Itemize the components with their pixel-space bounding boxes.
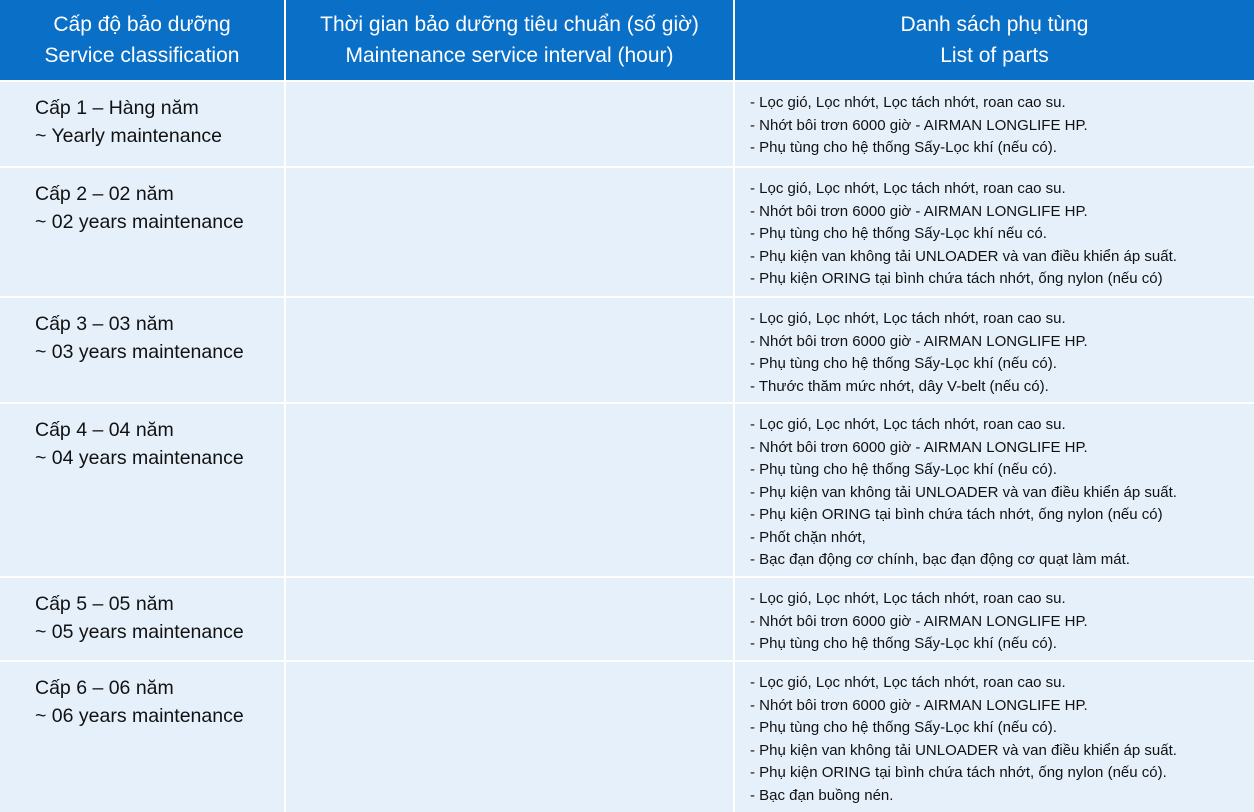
part-item: - Phụ tùng cho hệ thống Sấy-Lọc khí (nếu có). [750, 719, 1057, 736]
classification-line: Cấp 6 – 06 năm [35, 677, 174, 699]
part-item: - Phụ kiện ORING tại bình chứa tách nhớt, ống nylon (nếu có) [750, 270, 1163, 287]
service-classification-cell [0, 298, 284, 402]
part-item: - Phụ kiện van không tải UNLOADER và van điều khiển áp suất. [750, 247, 1177, 265]
part-item: - Lọc gió, Lọc nhớt, Lọc tách nhớt, roan cao su. [750, 180, 1066, 197]
part-item: - Phụ kiện ORING tại bình chứa tách nhớt, ống nylon (nếu có). [750, 764, 1167, 781]
classification-line: Cấp 2 – 02 năm [35, 183, 174, 205]
service-classification-cell [0, 404, 284, 576]
maintenance-interval-cell [286, 298, 733, 402]
maintenance-interval-cell [286, 404, 733, 576]
parts-list-cell [735, 578, 1254, 660]
part-item: - Thước thăm mức nhớt, dây V-belt (nếu có). [750, 377, 1049, 395]
parts-list-cell [735, 168, 1254, 296]
part-item: - Phụ tùng cho hệ thống Sấy-Lọc khí (nếu có). [750, 461, 1057, 478]
parts-list-cell [735, 298, 1254, 402]
classification-line: ~ 04 years maintenance [35, 447, 244, 469]
part-item: - Phốt chặn nhớt, [750, 528, 866, 546]
part-item: - Nhớt bôi trơn 6000 giờ - AIRMAN LONGLIFE HP. [750, 332, 1088, 350]
part-item: - Bạc đạn buồng nén. [750, 786, 894, 804]
part-item: - Phụ tùng cho hệ thống Sấy-Lọc khí (nếu có). [750, 139, 1057, 156]
classification-line: ~ 02 years maintenance [35, 211, 244, 233]
header-line: Cấp độ bảo dưỡng [53, 13, 231, 36]
part-item: - Nhớt bôi trơn 6000 giờ - AIRMAN LONGLIFE HP. [750, 438, 1088, 456]
header-line: Maintenance service interval (hour) [345, 44, 674, 67]
classification-line: Cấp 5 – 05 năm [35, 593, 174, 615]
part-item: - Lọc gió, Lọc nhớt, Lọc tách nhớt, roan cao su. [750, 416, 1066, 433]
part-item: - Nhớt bôi trơn 6000 giờ - AIRMAN LONGLIFE HP. [750, 696, 1088, 714]
parts-list-cell [735, 82, 1254, 166]
service-classification-cell [0, 578, 284, 660]
header-line: Danh sách phụ tùng [900, 13, 1089, 36]
header-maintenance-interval [286, 0, 733, 80]
classification-line: ~ 05 years maintenance [35, 621, 244, 643]
classification-line: ~ 03 years maintenance [35, 341, 244, 363]
maintenance-interval-cell [286, 578, 733, 660]
classification-line: Cấp 3 – 03 năm [35, 313, 174, 335]
parts-list-cell [735, 404, 1254, 576]
part-item: - Lọc gió, Lọc nhớt, Lọc tách nhớt, roan cao su. [750, 94, 1066, 111]
header-list-of-parts [735, 0, 1254, 80]
header-service-classification [0, 0, 284, 80]
part-item: - Lọc gió, Lọc nhớt, Lọc tách nhớt, roan cao su. [750, 310, 1066, 327]
part-item: - Phụ tùng cho hệ thống Sấy-Lọc khí (nếu có). [750, 635, 1057, 652]
service-classification-cell [0, 662, 284, 812]
classification-line: Cấp 1 – Hàng năm [35, 97, 199, 119]
part-item: - Nhớt bôi trơn 6000 giờ - AIRMAN LONGLIFE HP. [750, 612, 1088, 630]
part-item: - Phụ kiện van không tải UNLOADER và van điều khiển áp suất. [750, 483, 1177, 501]
classification-line: ~ 06 years maintenance [35, 705, 244, 727]
maintenance-interval-cell [286, 168, 733, 296]
parts-list-cell [735, 662, 1254, 812]
classification-line: Cấp 4 – 04 năm [35, 419, 174, 441]
part-item: - Phụ kiện ORING tại bình chứa tách nhớt, ống nylon (nếu có) [750, 506, 1163, 523]
part-item: - Bạc đạn động cơ chính, bạc đạn động cơ quạt làm mát. [750, 551, 1130, 568]
part-item: - Nhớt bôi trơn 6000 giờ - AIRMAN LONGLIFE HP. [750, 202, 1088, 220]
part-item: - Lọc gió, Lọc nhớt, Lọc tách nhớt, roan cao su. [750, 674, 1066, 691]
header-line: Thời gian bảo dưỡng tiêu chuẩn (số giờ) [320, 13, 699, 36]
part-item: - Lọc gió, Lọc nhớt, Lọc tách nhớt, roan cao su. [750, 590, 1066, 607]
maintenance-interval-cell [286, 82, 733, 166]
header-line: Service classification [44, 44, 240, 67]
classification-line: ~ Yearly maintenance [35, 125, 223, 147]
part-item: - Phụ tùng cho hệ thống Sấy-Lọc khí nếu có. [750, 225, 1047, 242]
part-item: - Phụ kiện van không tải UNLOADER và van điều khiển áp suất. [750, 741, 1177, 759]
service-classification-cell [0, 168, 284, 296]
part-item: - Phụ tùng cho hệ thống Sấy-Lọc khí (nếu có). [750, 355, 1057, 372]
header-line: List of parts [940, 44, 1049, 67]
maintenance-interval-cell [286, 662, 733, 812]
part-item: - Nhớt bôi trơn 6000 giờ - AIRMAN LONGLIFE HP. [750, 116, 1088, 134]
service-classification-cell [0, 82, 284, 166]
